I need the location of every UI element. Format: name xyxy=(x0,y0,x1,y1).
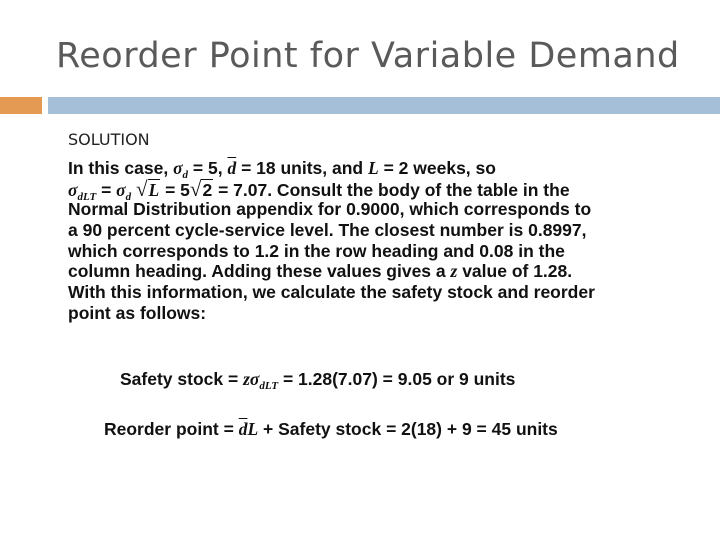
paragraph-line-5: which corresponds to 1.2 in the row heading and 0.08 in the xyxy=(68,240,565,261)
text: = 2 weeks, so xyxy=(383,158,496,178)
sqrt-icon: √ xyxy=(135,176,148,201)
accent-bar-blue xyxy=(48,97,720,114)
text: = 5, xyxy=(192,158,223,178)
section-label: SOLUTION xyxy=(68,130,150,149)
safety-stock-formula xyxy=(120,369,515,390)
sqrt-icon: √ xyxy=(189,176,202,201)
text: + Safety stock = 2(18) + 9 = 45 units xyxy=(263,419,558,439)
L-symbol: L xyxy=(247,419,259,439)
slide-title: Reorder Point for Variable Demand xyxy=(56,36,680,76)
d-bar-symbol: $\overline{d}$ xyxy=(238,419,248,439)
text: = 5 xyxy=(165,179,190,200)
paragraph-line-1 xyxy=(68,158,688,179)
radicand-2: 2 xyxy=(202,179,213,200)
text: = 1.28(7.07) = 9.05 or 9 units xyxy=(282,369,516,389)
accent-bar-orange xyxy=(0,97,42,114)
text: column heading. Adding these values gives a xyxy=(68,261,446,282)
paragraph-line-2 xyxy=(68,176,688,203)
paragraph-line-6 xyxy=(68,261,688,282)
text: Safety stock = xyxy=(120,369,239,389)
text: Reorder point = xyxy=(104,419,234,439)
text: value of 1.28. xyxy=(462,261,573,282)
subscript-dLT: dLT xyxy=(77,190,97,203)
paragraph-line-8: point as follows: xyxy=(68,302,207,323)
subscript-d: d xyxy=(125,190,132,203)
text: = xyxy=(101,179,112,200)
sigma-symbol: σ xyxy=(116,179,126,200)
sigma-symbol: σ xyxy=(68,179,78,200)
text: = 18 units, and xyxy=(241,158,364,178)
subscript-d: d xyxy=(182,169,188,181)
text: In this case, xyxy=(68,158,169,178)
d-bar-symbol: $\overline{d}$ xyxy=(227,158,237,178)
z-symbol: z xyxy=(243,369,250,389)
subscript-dLT: dLT xyxy=(259,380,279,392)
paragraph-line-3: Normal Distribution appendix for 0.9000, which corresponds to xyxy=(68,199,592,220)
radicand-L: L xyxy=(148,179,160,200)
text: = 7.07. Consult the body of the table in the xyxy=(218,179,570,200)
reorder-point-formula xyxy=(104,419,558,440)
L-symbol: L xyxy=(368,158,379,178)
sigma-symbol: σ xyxy=(249,369,260,389)
paragraph-line-7: With this information, we calculate the safety stock and reorder xyxy=(68,282,595,303)
sigma-symbol: σ xyxy=(173,158,183,178)
z-symbol: z xyxy=(450,261,458,282)
paragraph-line-4: a 90 percent cycle-service level. The closest number is 0.8997, xyxy=(68,220,587,241)
solution-paragraph xyxy=(68,158,688,324)
